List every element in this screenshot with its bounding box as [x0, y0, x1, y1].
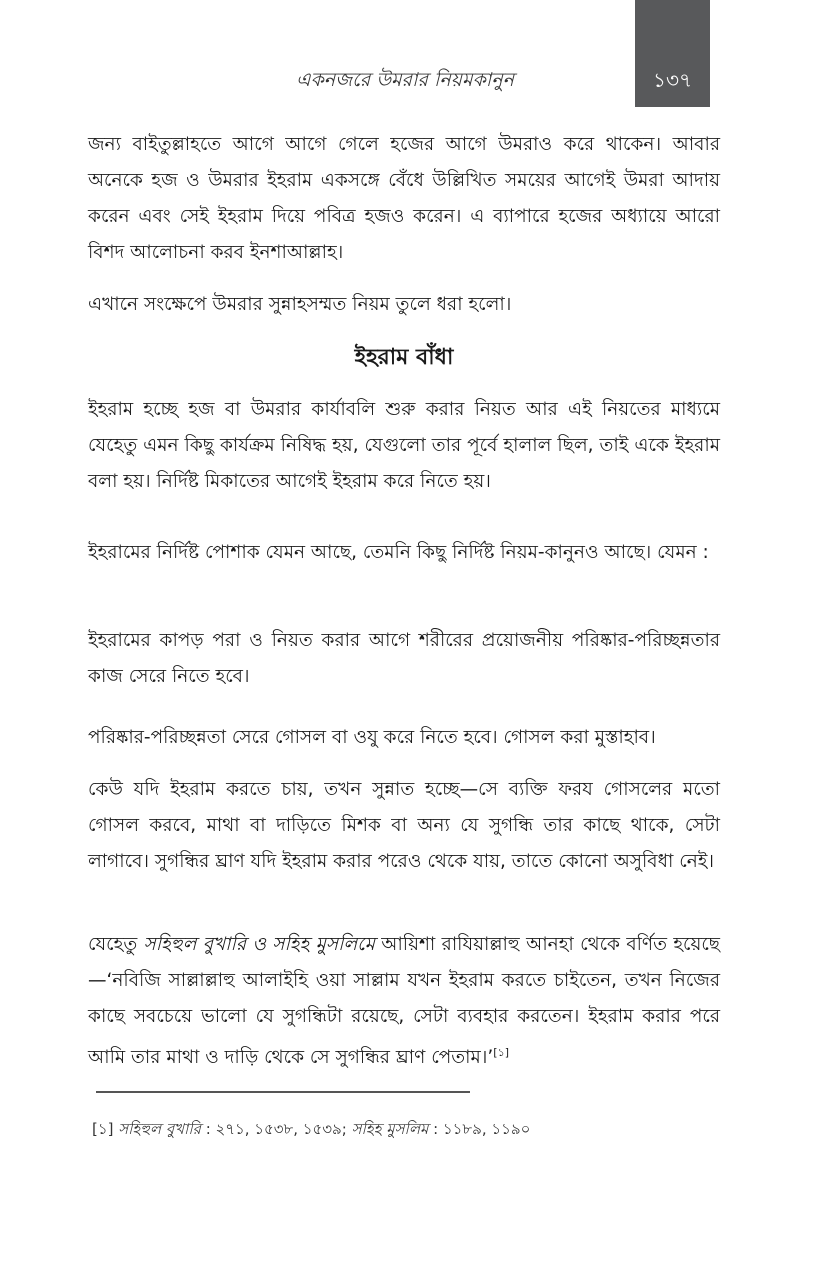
paragraph: ইহরাম হচ্ছে হজ বা উমরার কার্যাবলি শুরু করার নিয়ত আর এই নিয়তের মাধ্যমে যেহেতু এমন কিছু কার্যক্রম নিষিদ্ধ হয়, যেগুলো তার পূর্বে হালাল ছিল, তাই একে ইহরাম বলা হয়। নির্দিষ্ট মিকাতের আগেই ইহরাম করে নিতে হয়।	[88, 399, 720, 492]
paragraph	[88, 927, 720, 1076]
footnote-ref[interactable]: [১]	[493, 1046, 510, 1059]
paragraph: ইহরামের নির্দিষ্ট পোশাক যেমন আছে, তেমনি কিছু নির্দিষ্ট নিয়ম-কানুনও আছে। যেমন :	[88, 542, 709, 563]
footnote-marker: [১]	[92, 1120, 114, 1138]
running-title: একনজরে উমরার নিয়মকানুন	[295, 69, 514, 91]
text: আয়িশা রাযিয়াল্লাহু আনহা থেকে বর্ণিত হয়েছে—‘নবিজি সাল্লাল্লাহু আলাইহি ওয়া সাল্লাম যখন ইহরাম করতে চাইতেন, তখন নিজের কাছে সবচেয়ে ভালো যে সুগন্ধিটা রয়েছে, সেটা ব্যবহার করতেন। ইহরাম করার পরে আমি তার মাথা ও দাড়ি থেকে সে সুগন্ধির ঘ্রাণ পেতাম।’	[88, 934, 721, 1069]
paragraph: পরিষ্কার-পরিচ্ছন্নতা সেরে গোসল বা ওযু করে নিতে হবে। গোসল করা মুস্তাহাব।	[88, 727, 656, 748]
source-title: সহিহুল বুখারি	[118, 1120, 201, 1138]
paragraph: জন্য বাইতুল্লাহতে আগে আগে গেলে হজের আগে উমরাও করে থাকেন। আবার অনেকে হজ ও উমরার ইহরাম একসঙ্গে বেঁধে উল্লিখিত সময়ের আগেই উমরা আদায় করেন এবং সেই ইহরাম দিয়ে পবিত্র হজও করেন। এ ব্যাপারে হজের অধ্যায়ে আরো বিশদ আলোচনা করব ইনশাআল্লাহ।	[88, 134, 720, 263]
footnote	[92, 1118, 530, 1143]
book-title: সহিহুল বুখারি ও সহিহ মুসলিমে	[143, 934, 375, 955]
text: যেহেতু	[88, 934, 144, 955]
section-heading: ইহরাম বাঁধা	[354, 345, 454, 370]
page-number-box	[635, 0, 710, 107]
paragraph: কেউ যদি ইহরাম করতে চায়, তখন সুন্নাত হচ্ছে—সে ব্যক্তি ফরয গোসলের মতো গোসল করবে, মাথা বা দাড়িতে মিশক বা অন্য যে সুগন্ধি তার কাছে থাকে, সেটা লাগাবে। সুগন্ধির ঘ্রাণ যদি ইহরাম করার পরেও থেকে যায়, তাতে কোনো অসুবিধা নেই।	[88, 779, 720, 872]
source-numbers: : ১১৮৯, ১১৯০	[428, 1120, 531, 1138]
source-title: সহিহ মুসলিম	[351, 1120, 429, 1138]
paragraph: এখানে সংক্ষেপে উমরার সুন্নাহসম্মত নিয়ম তুলে ধরা হলো।	[88, 294, 512, 315]
paragraph: ইহরামের কাপড় পরা ও নিয়ত করার আগে শরীরের প্রয়োজনীয় পরিষ্কার-পরিচ্ছন্নতার কাজ সেরে নিতে হবে।	[88, 630, 720, 687]
source-numbers: : ২৭১, ১৫৩৮, ১৫৩৯;	[200, 1120, 352, 1138]
page-number: ১৩৭	[653, 68, 692, 92]
footnote-divider	[96, 1091, 470, 1093]
